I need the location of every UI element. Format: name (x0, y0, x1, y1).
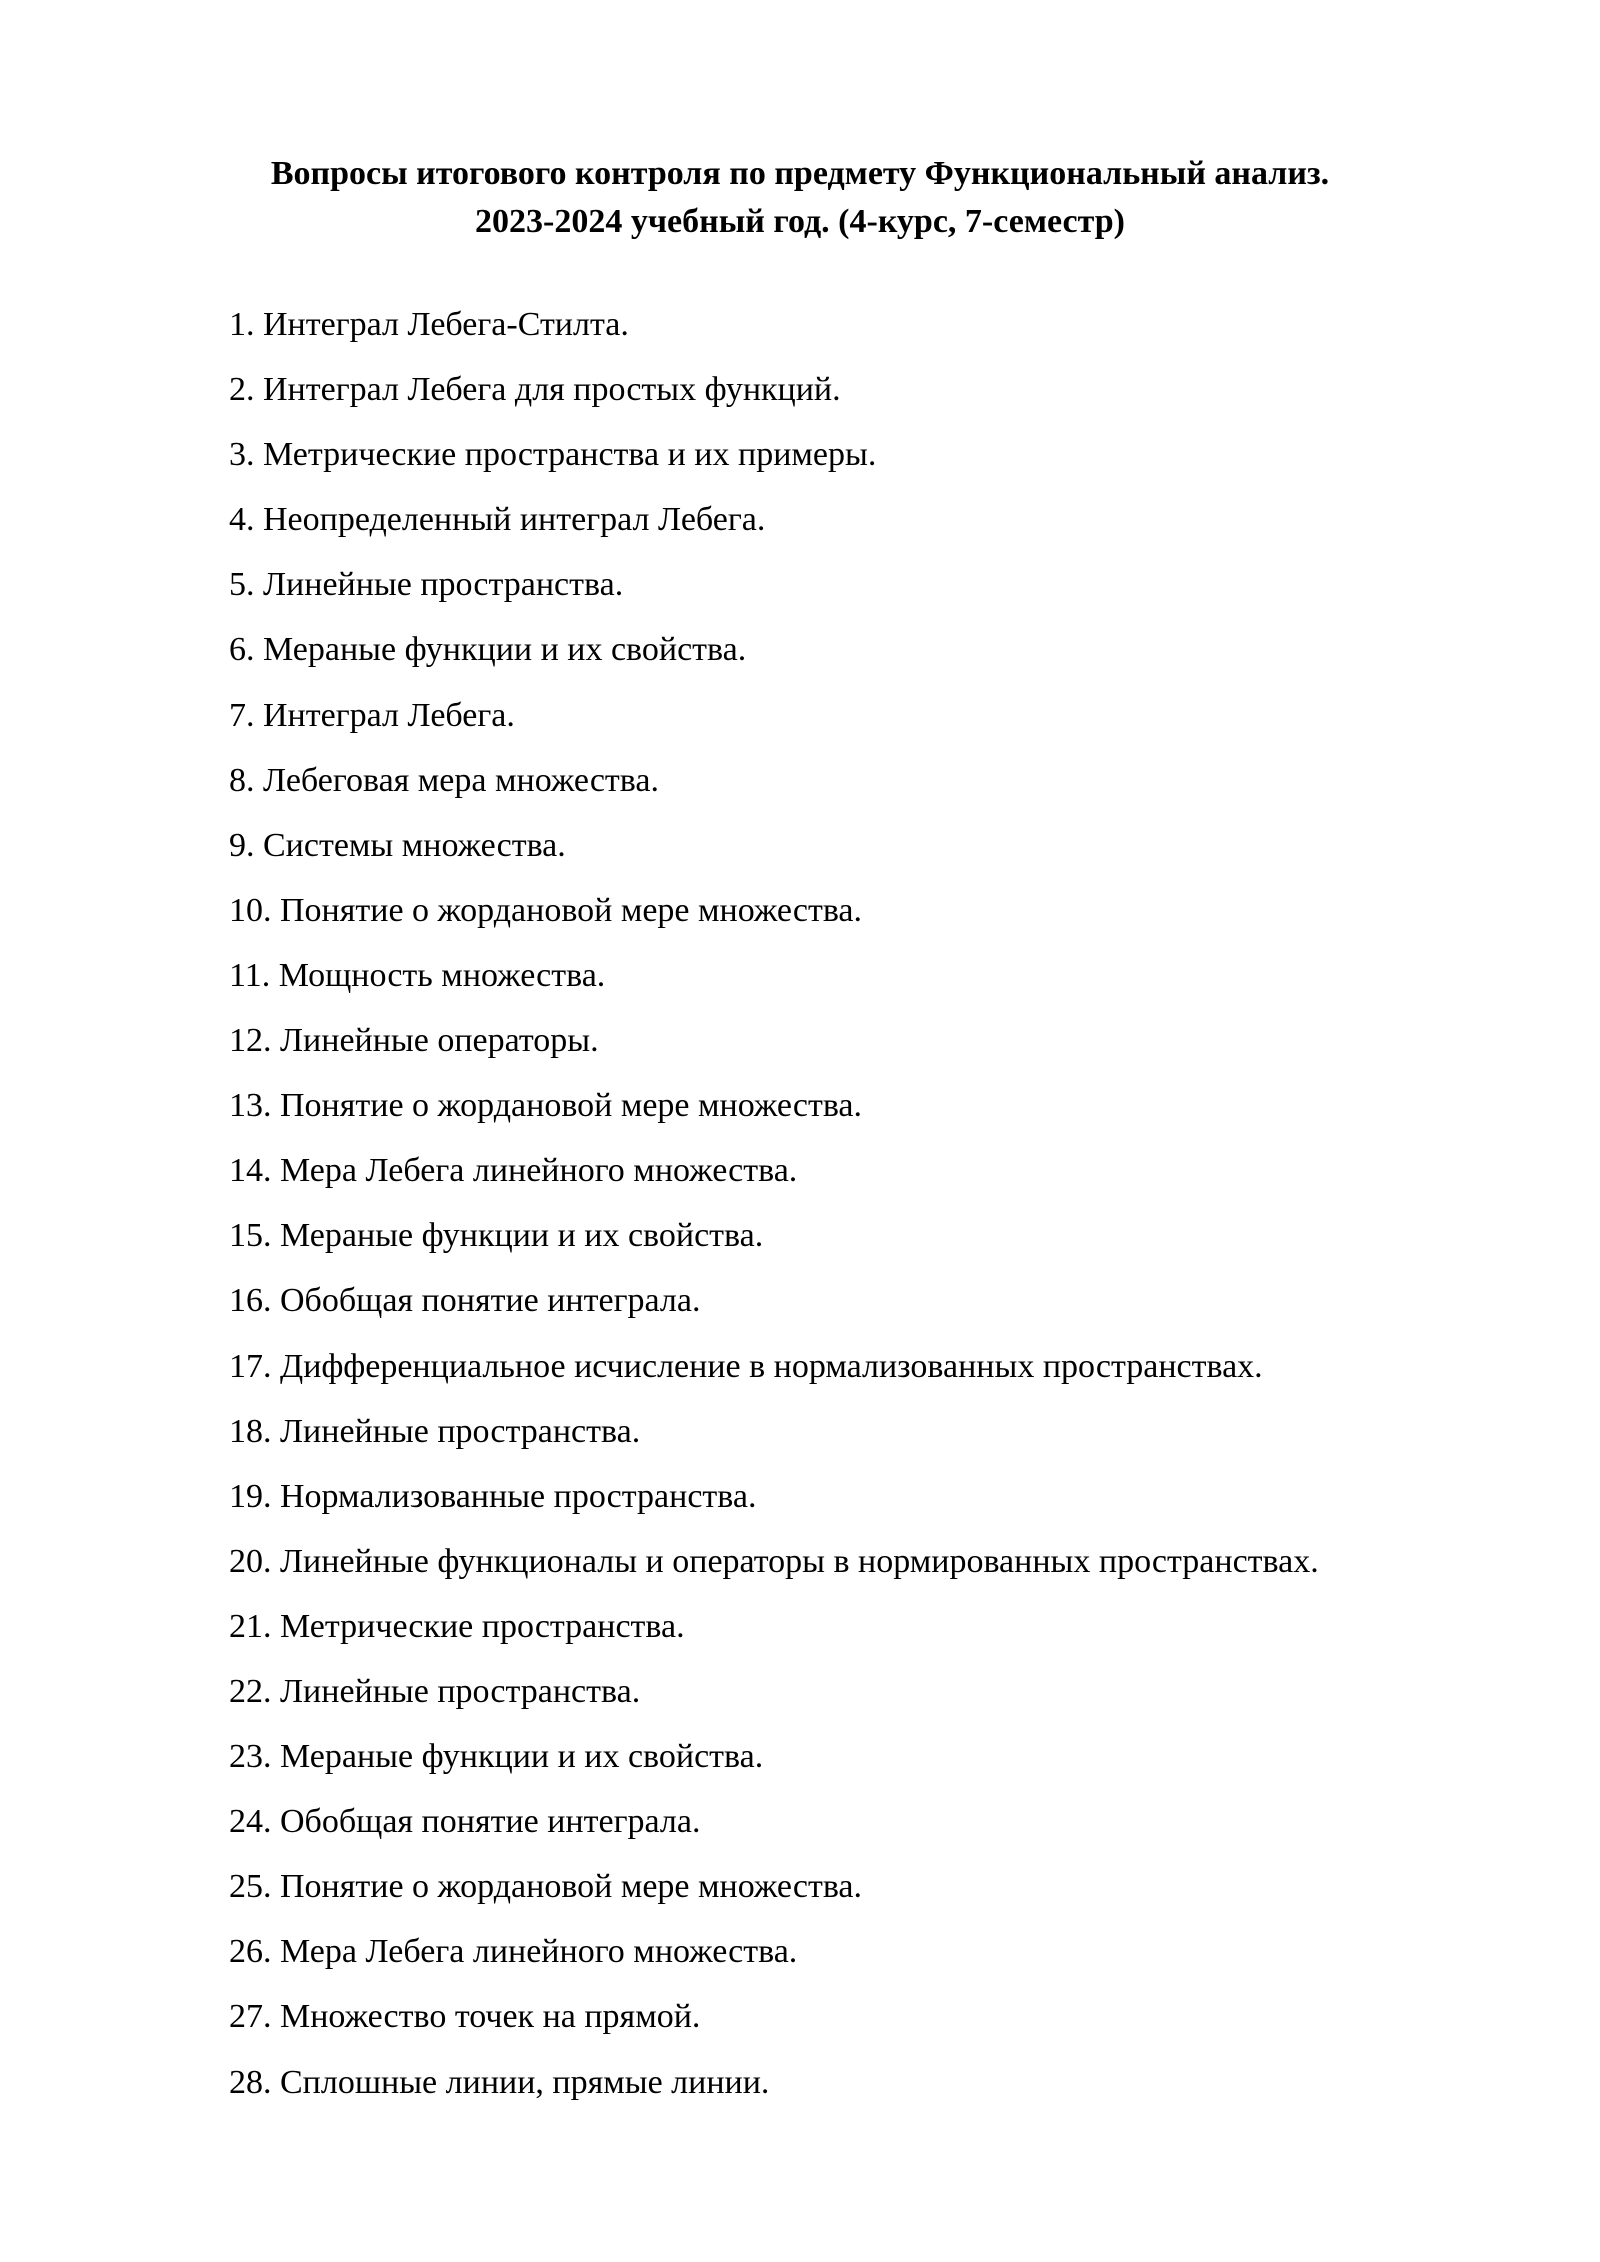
question-item: 20. Линейные функционалы и операторы в нормированных пространствах. (229, 1542, 1319, 1580)
question-item: 11. Мощность множества. (229, 956, 606, 994)
question-item: 14. Мера Лебега линейного множества. (229, 1152, 798, 1190)
question-item: 24. Обобщая понятие интеграла. (229, 1803, 701, 1841)
question-item: 15. Мераные функции и их свойства. (229, 1217, 764, 1255)
question-item: 4. Неопределенный интеграл Лебега. (229, 501, 766, 539)
question-item: 7. Интеграл Лебега. (229, 696, 515, 734)
question-item: 10. Понятие о жордановой мере множества. (229, 891, 863, 929)
question-item: 13. Понятие о жордановой мере множества. (229, 1087, 863, 1125)
question-item: 6. Мераные функции и их свойства. (229, 631, 747, 669)
question-item: 17. Дифференциальное исчисление в нормализованных пространствах. (229, 1347, 1263, 1385)
question-item: 1. Интеграл Лебега-Стилта. (229, 306, 629, 343)
title-line-1: Вопросы итогового контроля по предмету Функциональный анализ. (270, 155, 1330, 192)
title-line-2: 2023-2024 учебный год. (4-курс, 7-семестр) (475, 203, 1125, 240)
question-item: 9. Системы множества. (229, 826, 566, 864)
question-item: 26. Мера Лебега линейного множества. (229, 1933, 798, 1971)
question-item: 28. Сплошные линии, прямые линии. (229, 2063, 770, 2101)
question-item: 22. Линейные пространства. (229, 1672, 641, 1710)
question-item: 2. Интеграл Лебега для простых функций. (229, 371, 841, 409)
question-item: 21. Метрические пространства. (229, 1607, 685, 1645)
question-item: 27. Множество точек на прямой. (229, 1998, 701, 2036)
question-item: 16. Обобщая понятие интеграла. (229, 1282, 701, 1320)
question-item: 19. Нормализованные пространства. (229, 1477, 757, 1515)
question-item: 23. Мераные функции и их свойства. (229, 1738, 764, 1776)
question-item: 25. Понятие о жордановой мере множества. (229, 1868, 863, 1906)
question-item: 8. Лебеговая мера множества. (229, 761, 659, 799)
question-item: 12. Линейные операторы. (229, 1022, 599, 1060)
question-item: 5. Линейные пространства. (229, 566, 624, 604)
question-list (229, 300, 1319, 2123)
question-item: 3. Метрические пространства и их примеры. (229, 436, 877, 474)
document-title (230, 150, 1370, 246)
question-item: 18. Линейные пространства. (229, 1412, 641, 1450)
